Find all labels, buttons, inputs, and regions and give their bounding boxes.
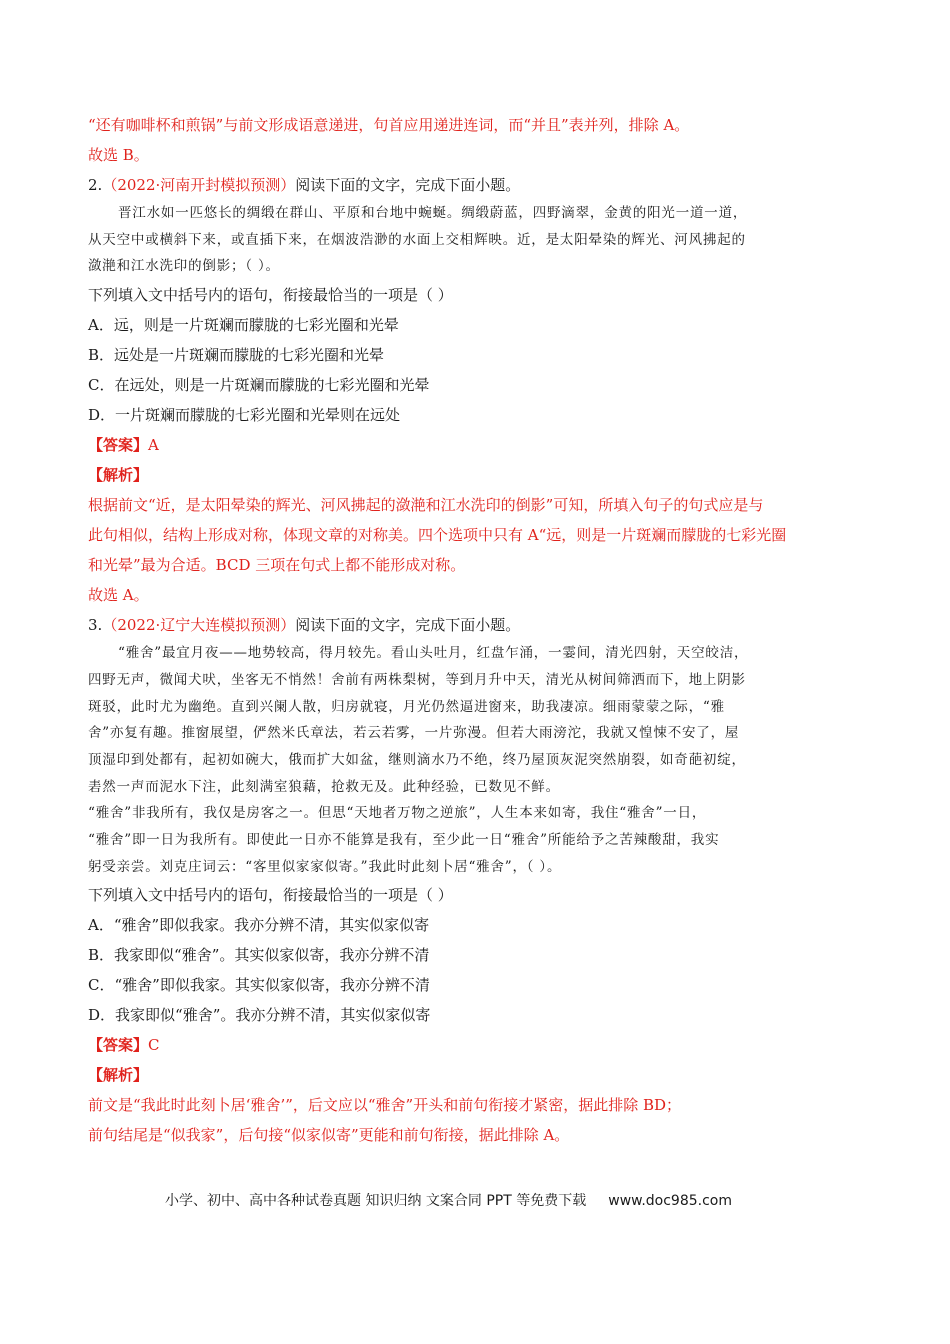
q3-analysis-line: 前文是“我此时此刻卜居‘雅舍’”，后文应以“雅舍”开头和前句衔接才紧密，据此排除 BD；: [88, 1096, 682, 1115]
prev-conclusion: 故选 B。: [88, 146, 149, 164]
q2-passage-line: 晋江水如一匹悠长的绸缎在群山、平原和台地中蜿蜒。绸缎蔚蓝，四野滴翠，金黄的阳光一道一道，: [118, 205, 748, 221]
q3-analysis-label: 【解析】: [88, 1066, 149, 1085]
q3-passage-line: 四野无声，微闻犬吠，坐客无不悄然！舍前有两株梨树，等到月升中天，清光从树间筛洒而下，地上阴影: [88, 671, 746, 688]
q2-answer-label: 【答案】: [88, 436, 149, 455]
q2-answer-value: A: [148, 436, 159, 455]
q3-option-b: B．我家即似“雅舍”。其实似家似寄，我亦分辨不清: [88, 946, 430, 965]
q3-answer: [88, 1030, 863, 1060]
q2-answer: [88, 430, 863, 460]
q3-source: （2022·辽宁大连模拟预测）: [102, 616, 296, 635]
q2-option-a: A．远，则是一片斑斓而朦胧的七彩光圈和光晕: [88, 316, 399, 335]
q3-analysis-line: 前句结尾是“似我家”，后句接“似家似寄”更能和前句衔接，据此排除 A。: [88, 1126, 570, 1145]
q2-option-b: B．远处是一片斑斓而朦胧的七彩光圈和光晕: [88, 346, 385, 365]
q3-option-c: C．“雅舍”即似我家。其实似家似寄，我亦分辨不清: [88, 976, 430, 995]
q3-prompt: 阅读下面的文字，完成下面小题。: [295, 616, 521, 635]
q2-conclusion: 故选 A。: [88, 586, 149, 605]
footer-text: 小学、初中、高中各种试卷真题 知识归纳 文案合同 PPT 等免费下载: [165, 1193, 587, 1209]
q2-header: [88, 170, 863, 200]
q2-option-d: D．一片斑斓而朦胧的七彩光圈和光晕则在远处: [88, 406, 401, 425]
q2-analysis-line: 此句相似，结构上形成对称，体现文章的对称美。四个选项中只有 A“远，则是一片斑斓而朦胧的七彩光圈: [88, 526, 787, 545]
q3-option-a: A．“雅舍”即似我家。我亦分辨不清，其实似家似寄: [88, 916, 430, 935]
document-page: [88, 110, 863, 1150]
q3-answer-label: 【答案】: [88, 1036, 149, 1055]
prev-explanation: “还有咖啡杯和煎锅”与前文形成语意递进，句首应用递进连词，而“并且”表并列，排除 A。: [88, 116, 690, 134]
q3-passage2-line: 躬受亲尝。刘克庄词云：“客里似家家似寄。”我此时此刻卜居“雅舍”，（ ）。: [88, 858, 562, 875]
q2-option-c: C．在远处，则是一片斑斓而朦胧的七彩光圈和光晕: [88, 376, 430, 395]
q2-analysis-label: 【解析】: [88, 466, 149, 485]
q3-answer-value: C: [148, 1036, 160, 1055]
q3-option-d: D．我家即似“雅舍”。我亦分辨不清，其实似家似寄: [88, 1006, 431, 1025]
q3-passage-line: 斑驳，此时尤为幽绝。直到兴阑人散，归房就寝，月光仍然逼进窗来，助我凄凉。细雨蒙蒙之际，“雅: [88, 698, 725, 715]
q2-passage-line: 潋滟和江水洗印的倒影；（ ）。: [88, 258, 280, 275]
q3-passage-line: “雅舍”最宜月夜——地势较高，得月较先。看山头吐月，红盘乍涌，一霎间，清光四射，天空皎洁，: [118, 645, 749, 662]
q3-passage-line: 砉然一声而泥水下注，此刻满室狼藉，抢救无及。此种经验，已数见不鲜。: [88, 778, 560, 795]
footer-url[interactable]: www.doc985.com: [608, 1193, 732, 1209]
q3-header: [88, 610, 863, 640]
q2-question: 下列填入文中括号内的语句，衔接最恰当的一项是（ ）: [88, 286, 453, 305]
q3-question: 下列填入文中括号内的语句，衔接最恰当的一项是（ ）: [88, 886, 453, 905]
q3-number: 3.: [88, 616, 103, 635]
q3-passage-line: 顶湿印到处都有，起初如碗大，俄而扩大如盆，继则滴水乃不绝，终乃屋顶灰泥突然崩裂，如奇葩初绽，: [88, 751, 746, 768]
q2-analysis-line: 和光晕”最为合适。BCD 三项在句式上都不能形成对称。: [88, 556, 466, 575]
page-footer: [165, 1187, 732, 1215]
q2-prompt: 阅读下面的文字，完成下面小题。: [295, 176, 521, 194]
q2-passage-line: 从天空中或横斜下来，或直插下来，在烟波浩渺的水面上交相辉映。近，是太阳晕染的辉光、河风拂起的: [88, 231, 746, 248]
q3-passage2-line: “雅舍”即一日为我所有。即使此一日亦不能算是我有，至少此一日“雅舍”所能给予之苦辣酸甜，我实: [88, 832, 720, 849]
q3-passage-line: 舍”亦复有趣。推窗展望，俨然米氏章法，若云若雾，一片弥漫。但若大雨滂沱，我就又惶悚不安了，屋: [88, 725, 740, 742]
q2-number: 2.: [88, 176, 103, 194]
q2-source: （2022·河南开封模拟预测）: [102, 176, 296, 194]
q2-analysis-line: 根据前文“近，是太阳晕染的辉光、河风拂起的潋滟和江水洗印的倒影”可知，所填入句子的句式应是与: [88, 496, 764, 515]
q3-passage2-line: “雅舍”非我所有，我仅是房客之一。但思“天地者万物之逆旅”，人生本来如寄，我住“雅舍”一日，: [88, 805, 707, 822]
